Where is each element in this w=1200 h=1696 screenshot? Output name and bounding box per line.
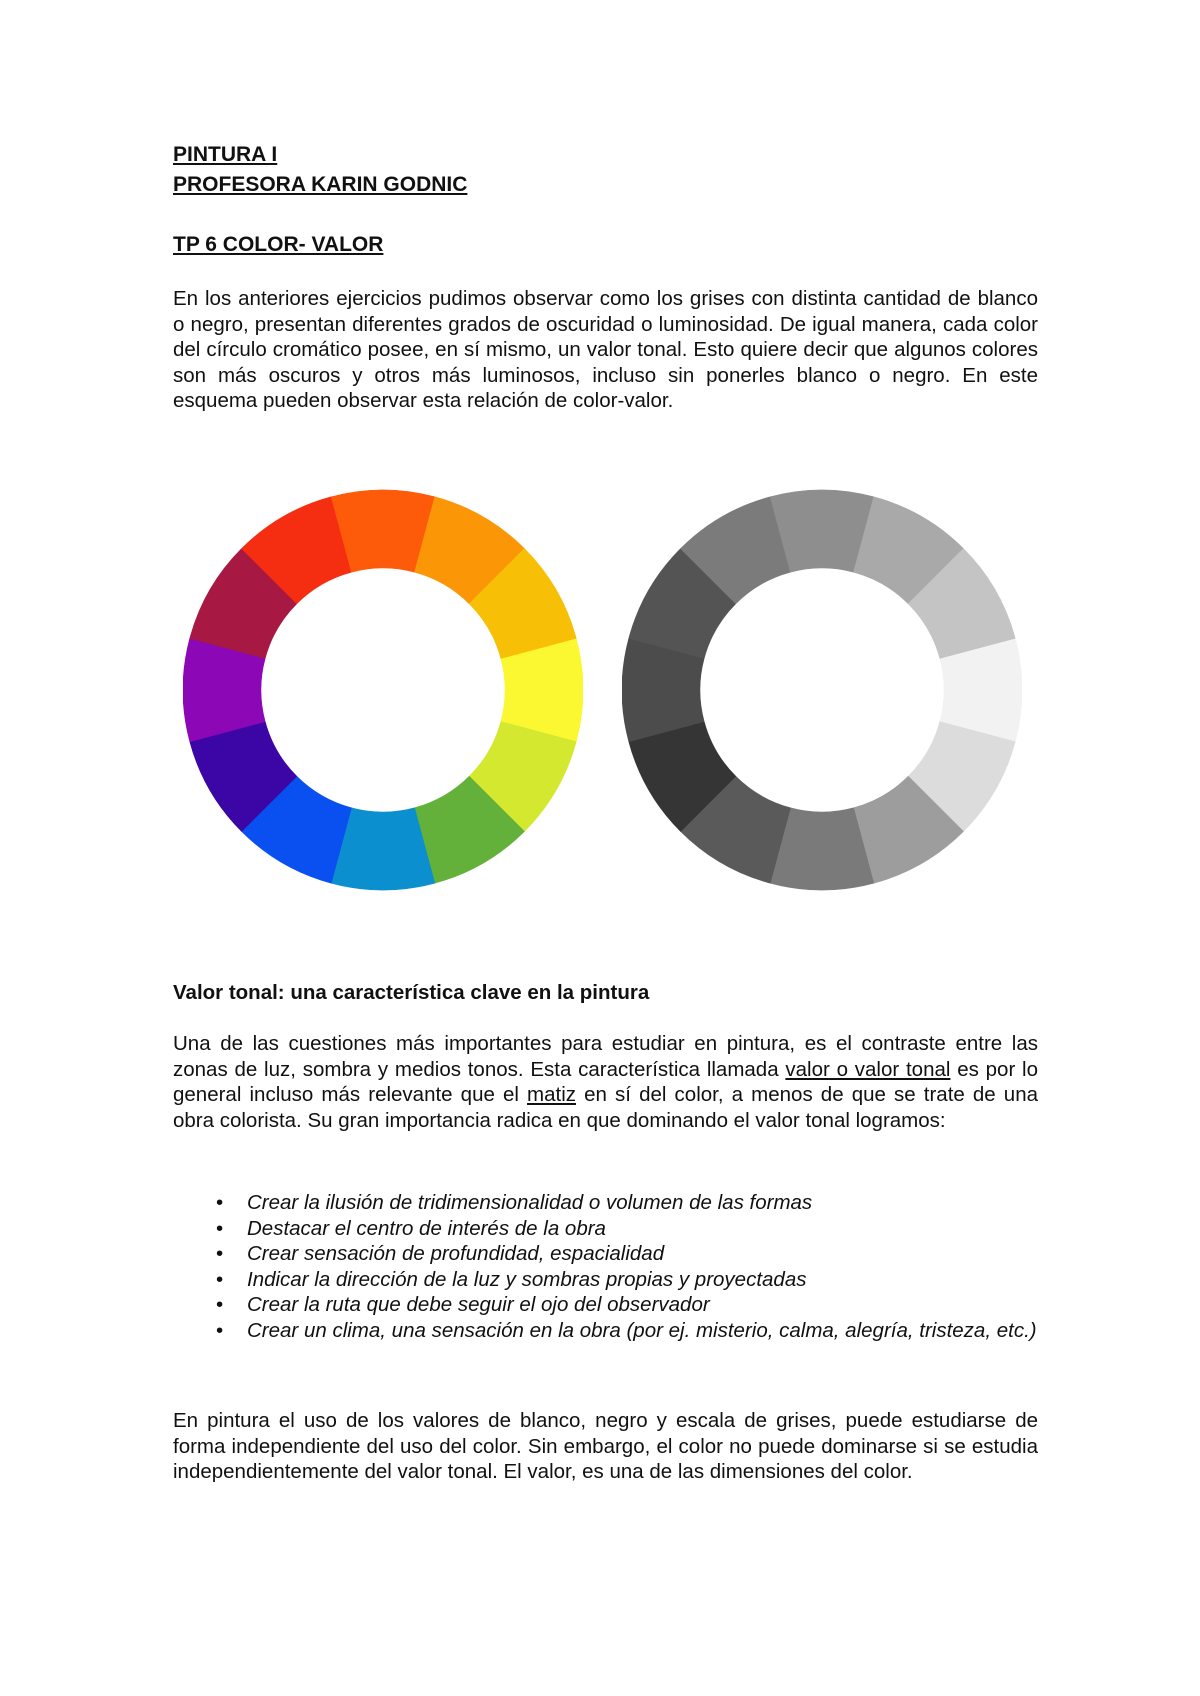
bullet-icon: • [216, 1293, 224, 1316]
bullet-icon: • [216, 1267, 224, 1291]
list-item: • Indicar la dirección de la luz y sombras propias y proyectadas [216, 1267, 807, 1291]
teacher-name: PROFESORA KARIN GODNIC [173, 173, 468, 196]
gray-value-wheel [622, 485, 1022, 895]
tonal-value-paragraph [173, 1031, 1038, 1133]
list-item: • Crear la ilusión de tridimensionalidad o volumen de las formas [216, 1191, 813, 1214]
color-value-diagram [173, 485, 1038, 915]
term-matiz: matiz [527, 1083, 577, 1106]
bullet-icon: • [216, 1216, 224, 1240]
paragraph-text: es por lo general incluso más relevante que el [173, 1057, 1038, 1106]
paragraph-text: en sí del color, a menos de que se trate de una obra colorista. Su gran importancia radica en que dominando el valor tonal logramos: [173, 1083, 1039, 1132]
section-title: Valor tonal: una característica clave en la pintura [173, 981, 650, 1004]
list-item: • Crear un clima, una sensación en la obra (por ej. misterio, calma, alegría, tristeza, etc.) [216, 1318, 1037, 1342]
bullet-icon: • [216, 1242, 224, 1265]
list-item: • Crear la ruta que debe seguir el ojo del observador [216, 1293, 710, 1316]
paragraph-text: Una de las cuestiones más importantes para estudiar en pintura, es el contraste entre las zonas de luz, sombra y medios tonos. Esta característica llamada [173, 1032, 1038, 1081]
intro-paragraph: En los anteriores ejercicios pudimos observar como los grises con distinta cantidad de blanco o negro, presentan diferentes grados de oscuridad o luminosidad. De igual manera, cada color del círculo cromático posee, en sí mismo, un valor tonal. Esto quiere decir que algunos colores son más oscuros y otros más luminosos, incluso sin ponerles blanco o negro. En este esquema pueden observar esta relación de color-valor. [173, 287, 1038, 412]
term-valor-tonal: valor o valor tonal [785, 1057, 951, 1081]
bullet-icon: • [216, 1191, 224, 1214]
bullet-icon: • [216, 1318, 224, 1342]
color-wheel [183, 485, 583, 895]
list-item: • Crear sensación de profundidad, espacialidad [216, 1242, 665, 1265]
list-item: • Destacar el centro de interés de la obra [216, 1216, 606, 1240]
course-name: PINTURA I [173, 143, 278, 166]
benefits-list [173, 1190, 1038, 1343]
document-page [173, 140, 1039, 1483]
assignment-title: TP 6 COLOR- VALOR [173, 233, 384, 256]
closing-paragraph: En pintura el uso de los valores de blanco, negro y escala de grises, puede estudiarse de forma independiente del uso del color. Sin embargo, el color no puede dominarse si se estudia independientemente del valor tonal. El valor, es una de las dimensiones del color. [173, 1409, 1038, 1483]
